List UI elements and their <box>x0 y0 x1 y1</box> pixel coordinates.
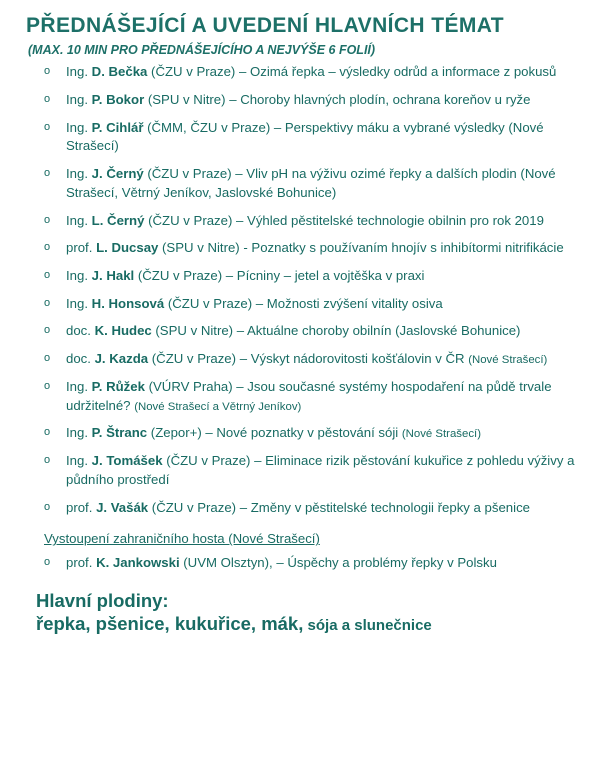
bullet-icon: o <box>44 426 51 439</box>
speaker-rest: (UVM Olsztyn), – Úspěchy a problémy řepky v Polsku <box>179 555 497 571</box>
speaker-prefix: Ing. <box>66 453 92 469</box>
guest-section-heading: Vystoupení zahraničního hosta (Nové Strašecí) <box>44 531 320 547</box>
speaker-rest: (ČZU v Praze) – Pícniny – jetel a vojtěška v praxi <box>134 267 425 283</box>
speaker-name: J. Tomášek <box>91 453 163 469</box>
page-title: PŘEDNÁŠEJÍCÍ A UVEDENÍ HLAVNÍCH TÉMAT <box>26 14 504 37</box>
speaker-prefix: prof. <box>66 499 97 515</box>
speaker-rest: (ČZU v Praze) – Ozimá řepka – výsledky odrůd a informace z pokusů <box>147 64 557 80</box>
footer-crops-bold: řepka, pšenice, kukuřice, mák, <box>36 613 304 635</box>
list-item <box>14 424 586 443</box>
speaker-rest: (ČZU v Praze) – Eliminace rizik pěstování kukuřice z pohledu výživy a půdního prostředí <box>66 453 575 487</box>
guest-speakers-list <box>14 554 586 573</box>
list-item <box>14 63 586 82</box>
list-item <box>14 239 586 258</box>
footer-crops <box>36 612 586 636</box>
bullet-icon: o <box>44 268 51 281</box>
speaker-rest: (SPU v Nitre) – Choroby hlavných plodín, ochrana koreňov u ryže <box>144 91 531 107</box>
speaker-rest: (ČMM, ČZU v Praze) – Perspektivy máku a vybrané výsledky (Nové Strašecí) <box>66 119 544 154</box>
speaker-note: (Nové Strašecí) <box>401 428 481 441</box>
speaker-note: (Nové Strašecí) <box>468 354 548 367</box>
list-item <box>14 91 586 110</box>
speaker-rest: (SPU v Nitre) - Poznatky s používaním hnojív s inhibítormi nitrifikácie <box>158 240 564 256</box>
speaker-prefix: Ing. <box>66 425 92 441</box>
bullet-icon: o <box>44 241 51 254</box>
bullet-icon: o <box>44 500 51 513</box>
bullet-icon: o <box>44 92 51 105</box>
bullet-icon: o <box>44 556 51 569</box>
speaker-prefix: doc. <box>66 351 95 367</box>
bullet-icon: o <box>44 65 51 78</box>
speaker-prefix: Ing. <box>66 212 92 228</box>
speaker-prefix: prof. <box>66 555 97 571</box>
bullet-icon: o <box>44 120 51 133</box>
list-item <box>14 165 586 202</box>
speaker-name: D. Bečka <box>91 64 148 80</box>
list-item <box>14 322 586 341</box>
speaker-name: P. Štranc <box>91 425 148 441</box>
bullet-icon: o <box>44 213 51 226</box>
speaker-name: L. Ducsay <box>96 240 159 256</box>
speaker-rest: (ČZU v Praze) – Výhled pěstitelské technologie obilnin pro rok 2019 <box>144 212 544 228</box>
list-item <box>14 212 586 231</box>
list-item <box>14 267 586 286</box>
bullet-icon: o <box>44 296 51 309</box>
speaker-name: J. Vašák <box>96 499 149 515</box>
speaker-rest: (ČZU v Praze) – Možnosti zvýšení vitality osiva <box>164 295 443 311</box>
list-item <box>14 452 586 489</box>
bullet-icon: o <box>44 454 51 467</box>
speaker-prefix: Ing. <box>66 64 92 80</box>
speaker-prefix: doc. <box>66 323 95 339</box>
bullet-icon: o <box>44 324 51 337</box>
list-item <box>14 119 586 156</box>
footer-crops-tail: sója a slunečnice <box>303 617 432 635</box>
speaker-name: P. Bokor <box>91 91 145 107</box>
list-item <box>14 350 586 369</box>
speaker-prefix: Ing. <box>66 119 92 135</box>
list-item <box>14 499 586 518</box>
bullet-icon: o <box>44 167 51 180</box>
bullet-icon: o <box>44 379 51 392</box>
speaker-prefix: Ing. <box>66 166 92 182</box>
speaker-name: P. Cihlář <box>91 119 144 135</box>
speaker-rest: (Zepor+) – Nové poznatky v pěstování sóji <box>147 425 402 441</box>
speaker-prefix: Ing. <box>66 91 92 107</box>
footer-section <box>36 589 586 636</box>
speaker-rest: (SPU v Nitre) – Aktuálne choroby obilnín (Jaslovské Bohunice) <box>151 323 521 339</box>
speakers-list <box>14 63 586 517</box>
speaker-rest: (ČZU v Praze) – Výskyt nádorovitosti košťálovin v ČR <box>148 351 469 367</box>
speaker-name: J. Hakl <box>91 267 135 283</box>
speaker-prefix: Ing. <box>66 267 92 283</box>
speaker-rest: (VÚRV Praha) – Jsou současné systémy hospodaření na půdě trvale udržitelné? <box>66 378 552 413</box>
bullet-icon: o <box>44 352 51 365</box>
speaker-name: J. Kazda <box>94 351 149 367</box>
page-subtitle: (MAX. 10 MIN PRO PŘEDNÁŠEJÍCÍHO A NEJVÝŠE 6 FOLIÍ) <box>28 43 376 58</box>
speaker-name: K. Hudec <box>94 323 152 339</box>
speaker-rest: (ČZU v Praze) – Vliv pH na výživu ozimé řepky a dalších plodin (Nové Strašecí, Větrný Jeníkov, Jaslovské Bohunice) <box>66 166 556 200</box>
list-item <box>14 554 586 573</box>
list-item <box>14 378 586 415</box>
speaker-name: L. Černý <box>91 212 145 228</box>
speaker-prefix: prof. <box>66 240 97 256</box>
speaker-prefix: Ing. <box>66 378 92 394</box>
speaker-prefix: Ing. <box>66 295 92 311</box>
speaker-name: K. Jankowski <box>96 555 180 571</box>
speaker-name: H. Honsová <box>91 295 165 311</box>
footer-heading: Hlavní plodiny: <box>36 590 169 612</box>
speaker-name: P. Růžek <box>91 378 145 394</box>
speaker-name: J. Černý <box>91 166 144 182</box>
speaker-rest: (ČZU v Praze) – Změny v pěstitelské technologii řepky a pšenice <box>148 499 530 515</box>
list-item <box>14 295 586 314</box>
speaker-note: (Nové Strašecí a Větrný Jeníkov) <box>134 400 302 413</box>
